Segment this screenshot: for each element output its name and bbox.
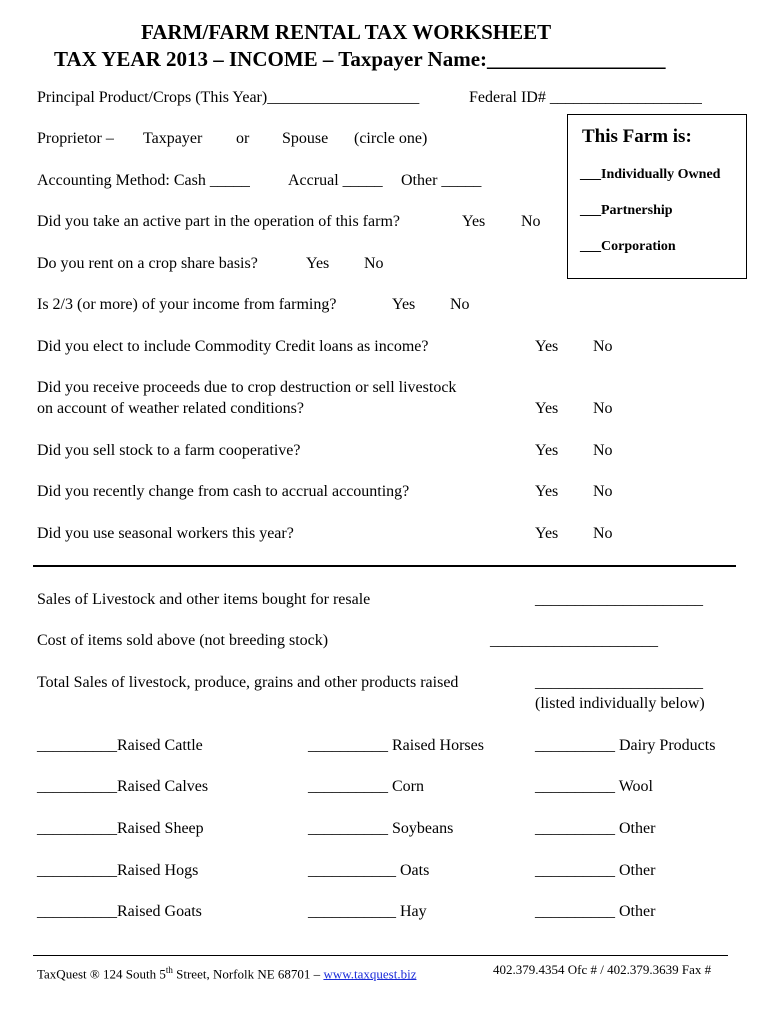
total-sales-input[interactable]: _____________________	[535, 674, 703, 691]
product-field-dairy[interactable]: __________ Dairy Products	[535, 737, 716, 754]
website-link[interactable]: www.taxquest.biz	[323, 966, 417, 982]
question-text-continued: on account of weather related conditions?	[37, 400, 304, 417]
product-field-sheep[interactable]: __________Raised Sheep	[37, 820, 204, 837]
question-no[interactable]: No	[593, 525, 613, 542]
accounting-cash-field[interactable]: Accounting Method: Cash _____	[37, 172, 250, 189]
spouse-option[interactable]: Spouse	[282, 130, 329, 147]
cost-items-input[interactable]: _____________________	[490, 632, 658, 649]
section-divider	[33, 565, 736, 567]
page-title: FARM/FARM RENTAL TAX WORKSHEET	[141, 20, 552, 44]
product-field-other[interactable]: __________ Other	[535, 903, 656, 920]
sales-livestock-input[interactable]: _____________________	[535, 591, 703, 608]
address-ordinal: th	[165, 965, 173, 975]
question-yes[interactable]: Yes	[535, 442, 559, 459]
listed-below-note: (listed individually below)	[535, 695, 705, 712]
question-text: Did you take an active part in the operation of this farm?	[37, 213, 400, 230]
question-no[interactable]: No	[593, 442, 613, 459]
accounting-other-field[interactable]: Other _____	[401, 172, 482, 189]
question-yes[interactable]: Yes	[535, 483, 559, 500]
product-field-goats[interactable]: __________Raised Goats	[37, 903, 202, 920]
or-text: or	[236, 130, 250, 147]
proprietor-label: Proprietor –	[37, 130, 114, 147]
product-field-oats[interactable]: ___________ Oats	[308, 862, 430, 879]
question-yes[interactable]: Yes	[392, 296, 416, 313]
question-yes[interactable]: Yes	[306, 255, 330, 272]
cost-items-label: Cost of items sold above (not breeding stock)	[37, 632, 329, 649]
product-field-hay[interactable]: ___________ Hay	[308, 903, 427, 920]
question-no[interactable]: No	[364, 255, 384, 272]
company-name: TaxQuest ®	[37, 966, 104, 982]
product-field-calves[interactable]: __________Raised Calves	[37, 778, 209, 795]
product-field-other[interactable]: __________ Other	[535, 820, 656, 837]
product-field-corn[interactable]: __________ Corn	[308, 778, 424, 795]
total-sales-label: Total Sales of livestock, produce, grains and other products raised	[37, 674, 459, 691]
product-field-cattle[interactable]: __________Raised Cattle	[37, 737, 203, 754]
partnership-option[interactable]: ___Partnership	[580, 203, 673, 218]
question-text: Did you use seasonal workers this year?	[37, 525, 294, 542]
address-end: Street, Norfolk NE 68701 –	[172, 966, 324, 982]
product-field-other[interactable]: __________ Other	[535, 862, 656, 879]
footer-address	[37, 962, 416, 982]
product-field-horses[interactable]: __________ Raised Horses	[308, 737, 484, 754]
sales-livestock-label: Sales of Livestock and other items bought for resale	[37, 591, 371, 608]
farm-type-title: This Farm is:	[582, 126, 692, 147]
question-text: Did you sell stock to a farm cooperative?	[37, 442, 301, 459]
question-no[interactable]: No	[521, 213, 541, 230]
question-yes[interactable]: Yes	[535, 400, 559, 417]
federal-id-field[interactable]: Federal ID# ___________________	[469, 89, 702, 106]
question-no[interactable]: No	[593, 400, 613, 417]
circle-one-note: (circle one)	[354, 130, 428, 147]
question-text: Did you recently change from cash to accrual accounting?	[37, 483, 410, 500]
question-text: Did you elect to include Commodity Credit loans as income?	[37, 338, 429, 355]
farm-type-box	[567, 114, 747, 279]
product-field-hogs[interactable]: __________Raised Hogs	[37, 862, 199, 879]
address-start: 124 South 5	[103, 966, 166, 982]
accounting-accrual-field[interactable]: Accrual _____	[288, 172, 383, 189]
individually-owned-option[interactable]: ___Individually Owned	[580, 167, 721, 182]
question-yes[interactable]: Yes	[462, 213, 486, 230]
question-text: Did you receive proceeds due to crop destruction or sell livestock	[37, 379, 457, 396]
question-yes[interactable]: Yes	[535, 338, 559, 355]
product-field-wool[interactable]: __________ Wool	[535, 778, 653, 795]
footer-divider	[33, 955, 728, 956]
question-text: Do you rent on a crop share basis?	[37, 255, 258, 272]
product-field-soybeans[interactable]: __________ Soybeans	[308, 820, 454, 837]
footer-phone: 402.379.4354 Ofc # / 402.379.3639 Fax #	[493, 962, 712, 977]
taxpayer-option[interactable]: Taxpayer	[143, 130, 203, 147]
principal-product-field[interactable]: Principal Product/Crops (This Year)___________________	[37, 89, 420, 106]
question-yes[interactable]: Yes	[535, 525, 559, 542]
corporation-option[interactable]: ___Corporation	[580, 239, 676, 254]
question-no[interactable]: No	[593, 483, 613, 500]
question-no[interactable]: No	[593, 338, 613, 355]
question-text: Is 2/3 (or more) of your income from farming?	[37, 296, 337, 313]
page-subtitle: TAX YEAR 2013 – INCOME – Taxpayer Name:_________________	[54, 47, 666, 71]
question-no[interactable]: No	[450, 296, 470, 313]
